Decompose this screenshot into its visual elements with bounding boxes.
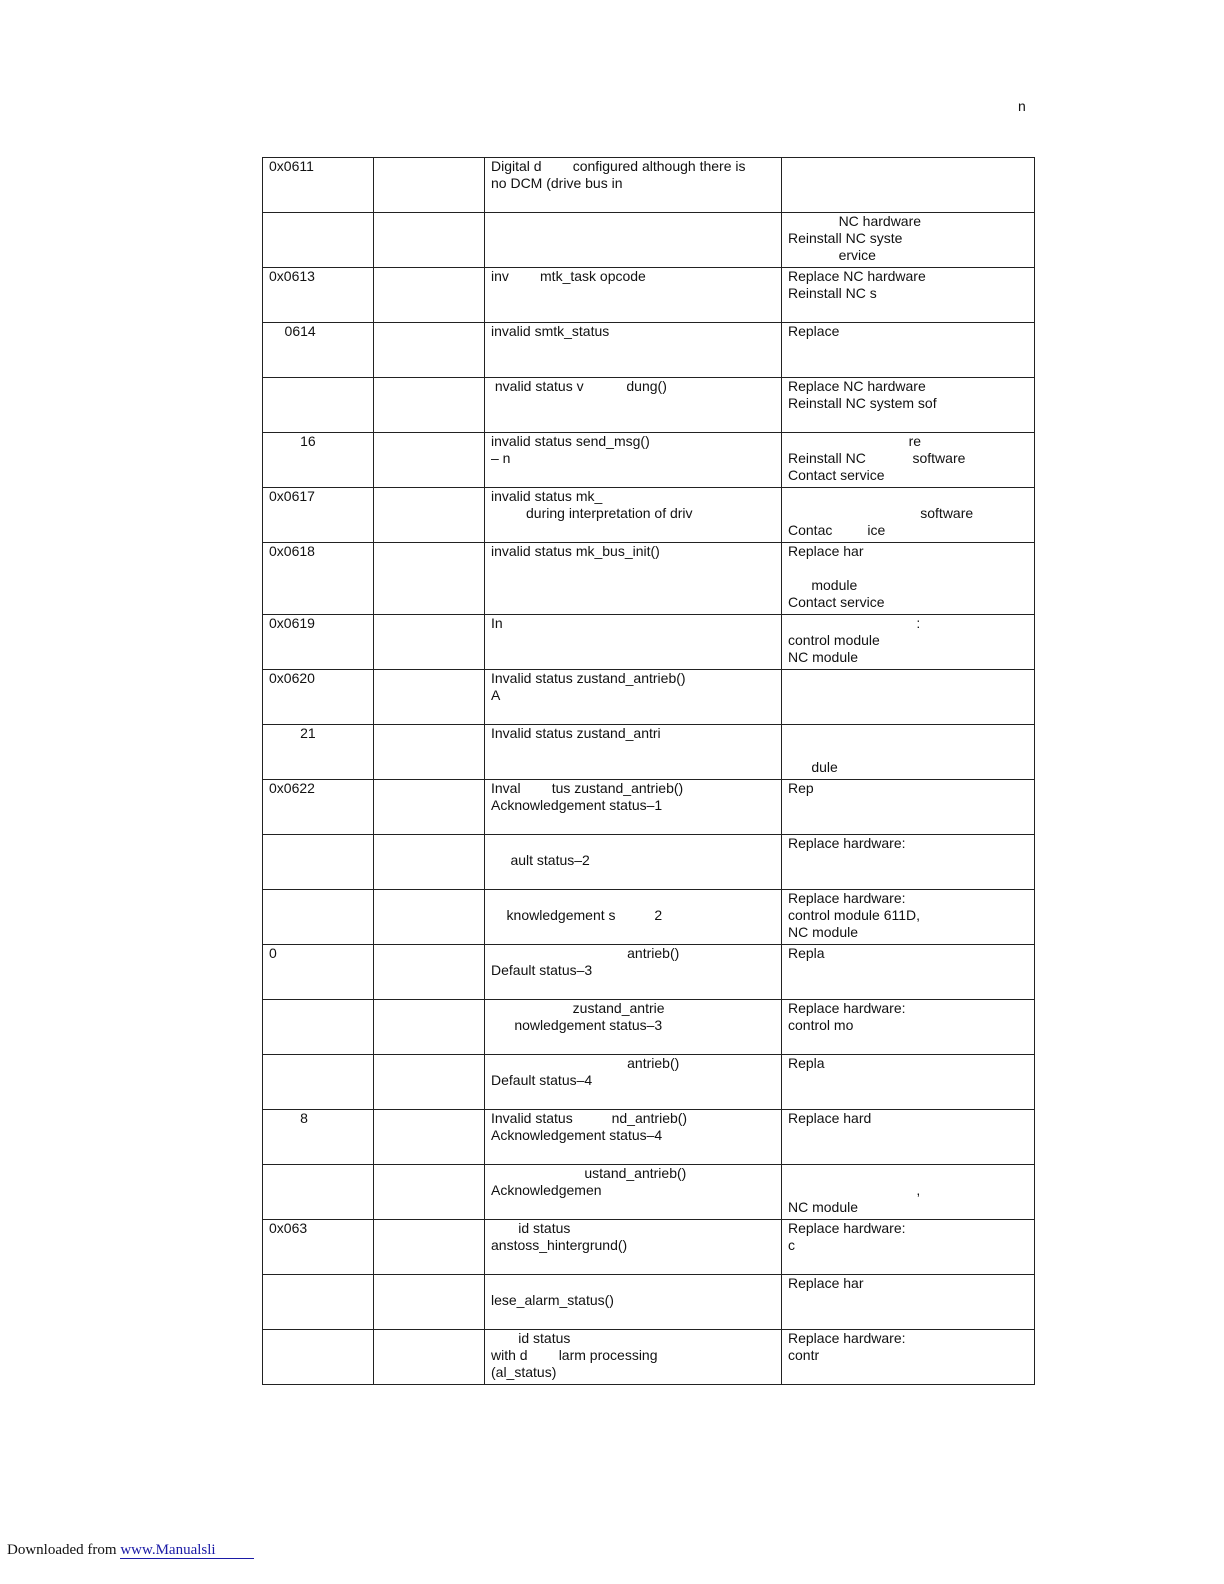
cell-line: A (491, 687, 501, 703)
table-row (263, 268, 1035, 323)
table-row (263, 378, 1035, 433)
cell-line: 0x0613 (269, 268, 315, 284)
alarm-code-cell (263, 1330, 374, 1385)
reaction-cell (374, 615, 485, 670)
cell-line (380, 670, 478, 687)
cell-line: NC module (788, 924, 859, 940)
cell-line: NC module (788, 649, 859, 665)
cause-cell (485, 835, 782, 890)
reaction-cell (374, 945, 485, 1000)
table-row (263, 1055, 1035, 1110)
table-row (263, 890, 1035, 945)
alarm-code-cell (263, 268, 374, 323)
cause-cell (485, 1275, 782, 1330)
cell-line: Replace hardware: (788, 890, 906, 906)
cell-line: during interpretation of driv (491, 505, 693, 521)
alarm-code-cell (263, 433, 374, 488)
remedy-cell (782, 1220, 1035, 1275)
reaction-cell (374, 213, 485, 268)
cell-line: control module (788, 632, 880, 648)
cell-line: Default status–4 (491, 1072, 593, 1088)
cell-line (788, 560, 1028, 577)
cell-line: Reinstall NC syste (788, 230, 903, 246)
cell-line: , (788, 1182, 921, 1198)
reaction-cell (374, 890, 485, 945)
cause-cell (485, 1000, 782, 1055)
remedy-cell (782, 835, 1035, 890)
cell-line: contr (788, 1347, 820, 1363)
cause-cell (485, 1165, 782, 1220)
cell-line: lese_alarm_status() (491, 1292, 614, 1308)
cell-line (380, 1220, 478, 1237)
cell-line (380, 158, 478, 175)
alarm-code-cell (263, 1000, 374, 1055)
cell-line: – n (491, 450, 511, 466)
cause-cell (485, 890, 782, 945)
reaction-cell (374, 725, 485, 780)
cell-line (380, 725, 478, 742)
cell-line: Reinstall NC software (788, 450, 966, 466)
cell-line (380, 890, 478, 907)
cell-line (788, 1165, 1028, 1182)
reaction-cell (374, 1000, 485, 1055)
cell-line (269, 1000, 367, 1017)
table-row (263, 1220, 1035, 1275)
cause-cell (485, 780, 782, 835)
reaction-cell (374, 268, 485, 323)
cell-line: Default status–3 (491, 962, 593, 978)
cause-cell (485, 378, 782, 433)
reaction-cell (374, 543, 485, 615)
cause-cell (485, 268, 782, 323)
cell-line (380, 1330, 478, 1347)
table-row (263, 323, 1035, 378)
table-row (263, 615, 1035, 670)
reaction-cell (374, 378, 485, 433)
cell-line: invalid status send_msg() (491, 433, 650, 449)
cell-line: ervice (788, 247, 876, 263)
cell-line: 0x0620 (269, 670, 315, 686)
cause-cell (485, 543, 782, 615)
table-row (263, 213, 1035, 268)
cell-line: Invalid status zustand_antrieb() (491, 670, 686, 686)
remedy-cell (782, 323, 1035, 378)
remedy-cell (782, 1275, 1035, 1330)
cell-line: Acknowledgement status–1 (491, 797, 663, 813)
cell-line: Replace hardware: (788, 1330, 906, 1346)
cell-line: Contac ice (788, 522, 886, 538)
cell-line (380, 1000, 478, 1017)
cell-line: Replace hardware: (788, 1220, 906, 1236)
alarm-code-cell (263, 323, 374, 378)
alarm-code-cell (263, 488, 374, 543)
cell-line: 8 (269, 1110, 308, 1126)
page-header-mark: n (1018, 98, 1026, 114)
remedy-cell (782, 488, 1035, 543)
cell-line: Rep (788, 780, 814, 796)
cell-line: zustand_antrie (491, 1000, 665, 1016)
footer-prefix: Downloaded from (7, 1542, 121, 1558)
cell-line: Invalid status zustand_antri (491, 725, 661, 741)
cell-line: Replace har (788, 543, 864, 559)
cell-line: Replace hardware: (788, 835, 906, 851)
table-row (263, 488, 1035, 543)
cell-line: Acknowledgement status–4 (491, 1127, 663, 1143)
cell-line: antrieb() (491, 945, 680, 961)
cause-cell (485, 488, 782, 543)
cell-line: 0x0618 (269, 543, 315, 559)
cell-line: 0x0617 (269, 488, 315, 504)
cell-line: : (788, 615, 921, 631)
remedy-cell (782, 670, 1035, 725)
reaction-cell (374, 780, 485, 835)
alarm-code-cell (263, 670, 374, 725)
cell-line: 0x0611 (269, 158, 314, 174)
table-row (263, 1275, 1035, 1330)
remedy-cell (782, 780, 1035, 835)
cell-line: re (788, 433, 922, 449)
table-row (263, 780, 1035, 835)
alarm-code-cell (263, 158, 374, 213)
alarm-code-cell (263, 1275, 374, 1330)
cell-line (380, 323, 478, 340)
cause-cell (485, 1330, 782, 1385)
alarm-table-body (263, 158, 1035, 1385)
cell-line: ault status–2 (491, 852, 590, 868)
cell-line (380, 615, 478, 632)
alarm-code-cell (263, 725, 374, 780)
reaction-cell (374, 1275, 485, 1330)
cell-line: Digital d configured although there is (491, 158, 746, 174)
cell-line: ustand_antrieb() (491, 1165, 687, 1181)
cell-line: In (491, 615, 503, 631)
reaction-cell (374, 158, 485, 213)
cell-line: Replace NC hardware (788, 268, 926, 284)
cell-line: 0x063 (269, 1220, 308, 1236)
cell-line: invalid status mk_bus_init() (491, 543, 660, 559)
cell-line (269, 1165, 367, 1182)
reaction-cell (374, 670, 485, 725)
alarm-table (262, 157, 1035, 1385)
cell-line: module (788, 577, 858, 593)
cell-line: 0 (269, 945, 277, 961)
alarm-code-cell (263, 835, 374, 890)
table-row (263, 158, 1035, 213)
alarm-code-cell (263, 1220, 374, 1275)
cause-cell (485, 615, 782, 670)
cell-line: no DCM (drive bus in (491, 175, 623, 191)
cause-cell (485, 945, 782, 1000)
cell-line (380, 835, 478, 852)
cell-line: id status (491, 1220, 571, 1236)
cause-cell (485, 670, 782, 725)
table-row (263, 835, 1035, 890)
cell-line: Reinstall NC s (788, 285, 877, 301)
table-row (263, 1165, 1035, 1220)
cell-line: Invalid status nd_antrieb() (491, 1110, 688, 1126)
reaction-cell (374, 1330, 485, 1385)
remedy-cell (782, 1000, 1035, 1055)
reaction-cell (374, 1055, 485, 1110)
cell-line: id status (491, 1330, 571, 1346)
cell-line (380, 488, 478, 505)
cause-cell (485, 158, 782, 213)
reaction-cell (374, 488, 485, 543)
cell-line (788, 725, 1028, 742)
cause-cell (485, 1055, 782, 1110)
cell-line: Replace (788, 323, 840, 339)
cell-line (269, 378, 367, 395)
cell-line (380, 945, 478, 962)
cell-line: (al_status) (491, 1364, 557, 1380)
cell-line (380, 1165, 478, 1182)
cell-line: control mo (788, 1017, 854, 1033)
cell-line: Replace NC hardware (788, 378, 926, 394)
cell-line: dule (788, 759, 838, 775)
cell-line: NC module (788, 1199, 859, 1215)
reaction-cell (374, 1165, 485, 1220)
reaction-cell (374, 323, 485, 378)
cause-cell (485, 1220, 782, 1275)
alarm-code-cell (263, 1165, 374, 1220)
alarm-code-cell (263, 1110, 374, 1165)
remedy-cell (782, 1165, 1035, 1220)
cell-line: 0x0622 (269, 780, 315, 796)
cell-line: with d larm processing (491, 1347, 658, 1363)
cell-line: Repla (788, 945, 825, 961)
table-row (263, 945, 1035, 1000)
cell-line (380, 780, 478, 797)
cell-line: software (788, 505, 974, 521)
cell-line (491, 835, 775, 852)
cell-line (269, 1330, 367, 1347)
table-row (263, 725, 1035, 780)
cell-line: knowledgement s 2 (491, 907, 663, 923)
remedy-cell (782, 725, 1035, 780)
cell-line: invalid smtk_status (491, 323, 610, 339)
alarm-code-cell (263, 945, 374, 1000)
table-row (263, 1000, 1035, 1055)
cell-line: Repla (788, 1055, 825, 1071)
cell-line: 21 (269, 725, 316, 741)
cause-cell (485, 323, 782, 378)
cell-line: c (788, 1237, 795, 1253)
remedy-cell (782, 615, 1035, 670)
cell-line (269, 1055, 367, 1072)
cell-line (491, 1275, 775, 1292)
remedy-cell (782, 268, 1035, 323)
cell-line: control module 611D, (788, 907, 921, 923)
remedy-cell (782, 1330, 1035, 1385)
cell-line (788, 488, 1028, 505)
remedy-cell (782, 433, 1035, 488)
remedy-cell (782, 158, 1035, 213)
cell-line (380, 433, 478, 450)
remedy-cell (782, 890, 1035, 945)
alarm-code-cell (263, 213, 374, 268)
table-row (263, 670, 1035, 725)
cell-line: Replace hard (788, 1110, 872, 1126)
cell-line: Contact service (788, 467, 885, 483)
table-row (263, 543, 1035, 615)
cell-line (380, 543, 478, 560)
cell-line: Reinstall NC system sof (788, 395, 937, 411)
cell-line: nvalid status v dung() (491, 378, 667, 394)
alarm-code-cell (263, 378, 374, 433)
cell-line (788, 742, 1028, 759)
remedy-cell (782, 1055, 1035, 1110)
cause-cell (485, 433, 782, 488)
alarm-code-cell (263, 615, 374, 670)
cell-line: 0x0619 (269, 615, 315, 631)
cell-line (380, 1275, 478, 1292)
table-row (263, 1330, 1035, 1385)
cell-line: Acknowledgemen (491, 1182, 602, 1198)
cell-line (380, 213, 478, 230)
reaction-cell (374, 835, 485, 890)
cell-line (269, 890, 367, 907)
alarm-code-cell (263, 543, 374, 615)
remedy-cell (782, 378, 1035, 433)
cell-line: anstoss_hintergrund() (491, 1237, 628, 1253)
cell-line: inv mtk_task opcode (491, 268, 646, 284)
download-footer (7, 1542, 254, 1559)
cell-line: nowledgement status–3 (491, 1017, 663, 1033)
cell-line: 16 (269, 433, 316, 449)
cell-line: Replace har (788, 1275, 864, 1291)
cause-cell (485, 213, 782, 268)
remedy-cell (782, 945, 1035, 1000)
cell-line: NC hardware (788, 213, 922, 229)
remedy-cell (782, 1110, 1035, 1165)
reaction-cell (374, 1110, 485, 1165)
cell-line (380, 1055, 478, 1072)
table-row (263, 433, 1035, 488)
alarm-code-cell (263, 890, 374, 945)
cell-line (380, 1110, 478, 1127)
remedy-cell (782, 543, 1035, 615)
cause-cell (485, 1110, 782, 1165)
footer-link[interactable]: www.Manualsli (120, 1542, 253, 1559)
alarm-code-cell (263, 780, 374, 835)
reaction-cell (374, 433, 485, 488)
cell-line (380, 268, 478, 285)
alarm-code-cell (263, 1055, 374, 1110)
cell-line: invalid status mk_ (491, 488, 603, 504)
cell-line: Contact service (788, 594, 885, 610)
cell-line: 0614 (269, 323, 316, 339)
cause-cell (485, 725, 782, 780)
cell-line: Inval tus zustand_antrieb() (491, 780, 684, 796)
reaction-cell (374, 1220, 485, 1275)
cell-line (491, 890, 775, 907)
cell-line: antrieb() (491, 1055, 680, 1071)
cell-line (269, 213, 367, 230)
cell-line (269, 1275, 367, 1292)
remedy-cell (782, 213, 1035, 268)
cell-line (380, 378, 478, 395)
table-row (263, 1110, 1035, 1165)
cell-line: Replace hardware: (788, 1000, 906, 1016)
cell-line (269, 835, 367, 852)
